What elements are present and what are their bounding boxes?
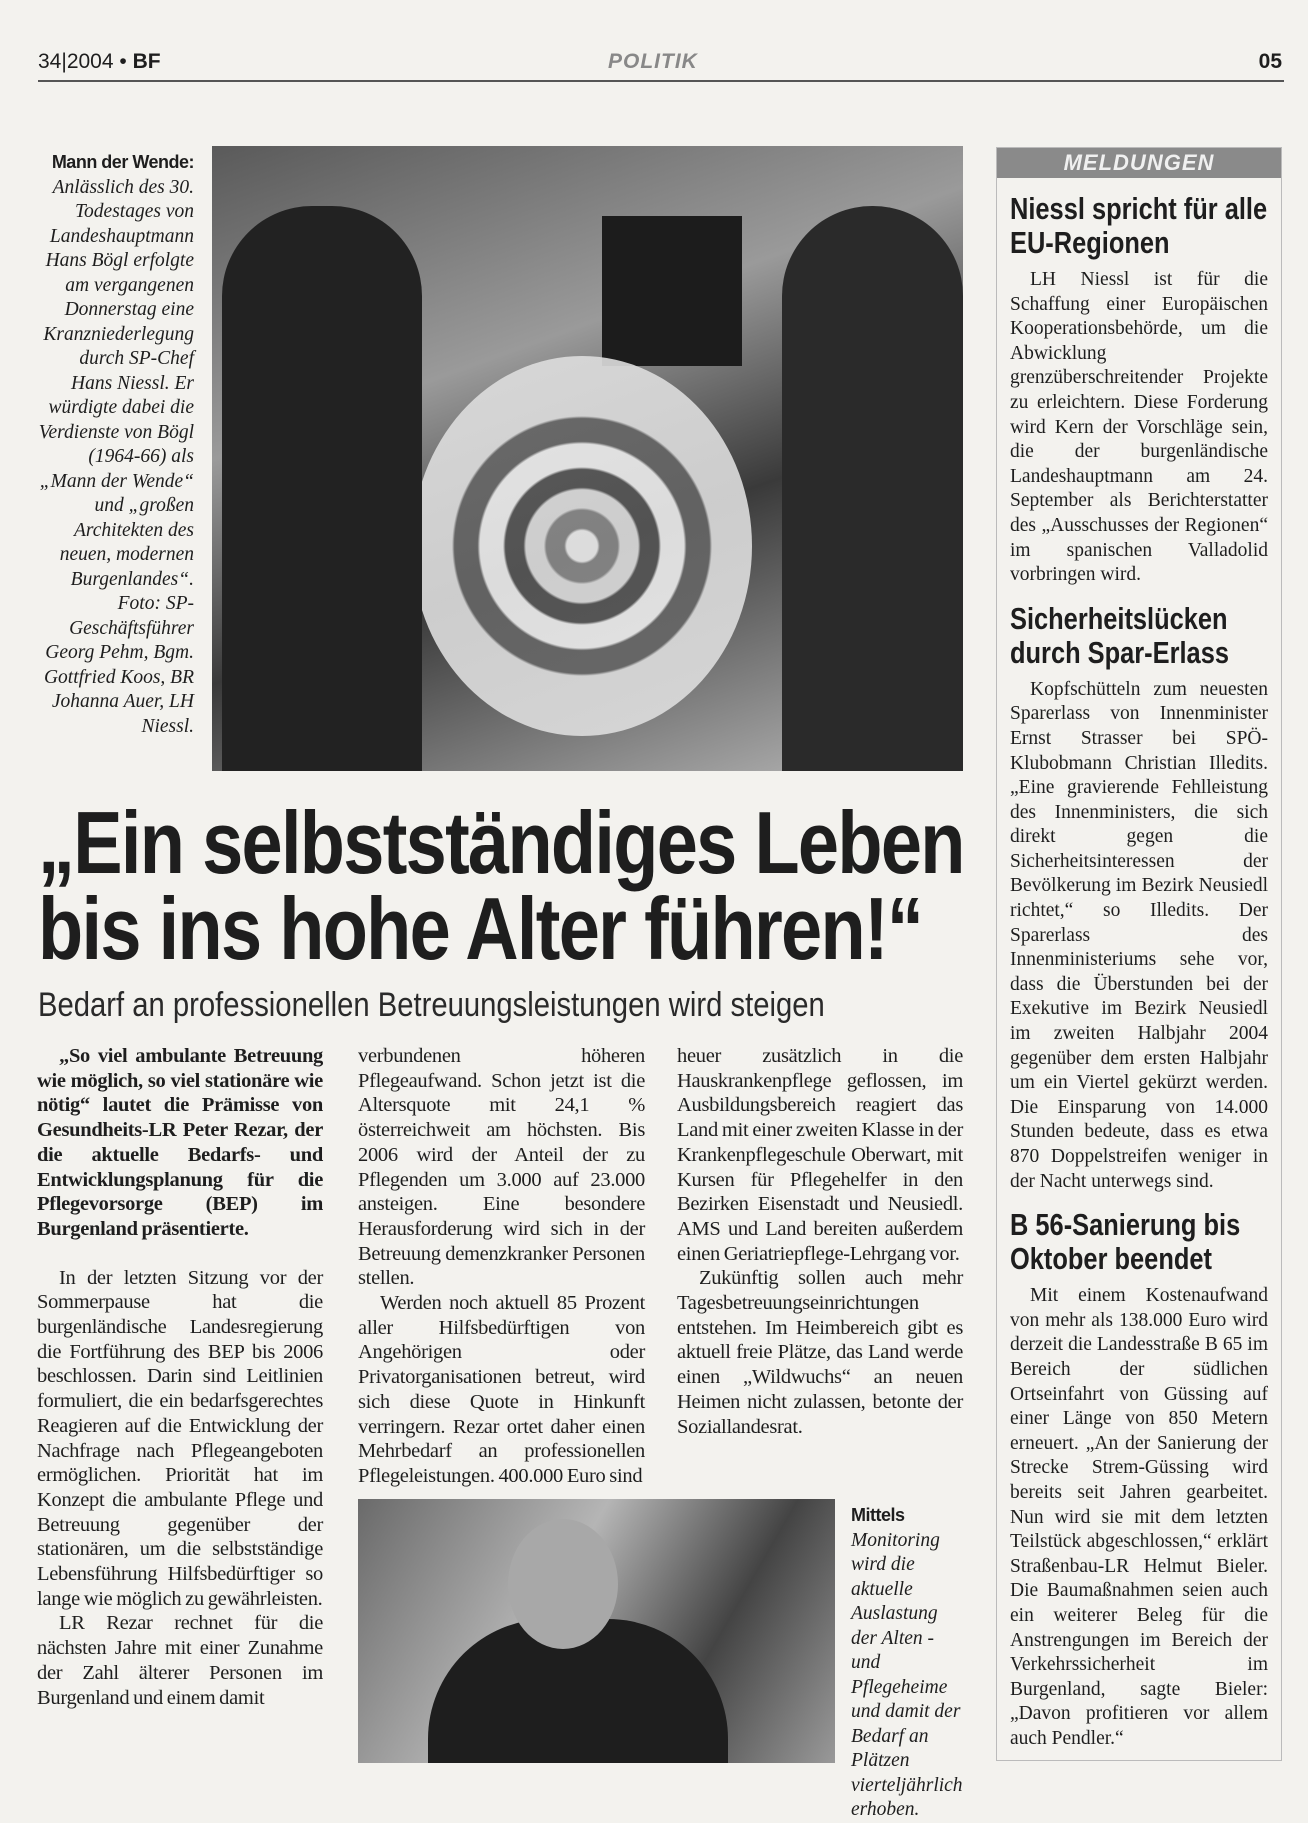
section-title: POLITIK <box>608 50 698 73</box>
news-title: B 56-Sanierung bis Oktober beendet <box>1010 1207 1241 1277</box>
article-column-2 <box>358 1044 645 1489</box>
subheadline: Bedarf an professionellen Betreuungsleistungen wird steigen <box>38 986 825 1024</box>
headline-line: bis ins hohe Alter führen!“ <box>38 879 923 978</box>
news-title: Niessl spricht für alle EU-Regionen <box>1010 191 1268 260</box>
news-item <box>997 192 1281 588</box>
news-text: Kopfschütteln zum neuesten Sparerlass von Innenminister Ernst Strasser bei SPÖ-Klubobmann Christian Illedits. „Eine gravierende Fehlleistung des Innenministers, die sich direkt gegen die Sicherheitsinteressen der Bevölkerung im Bezirk Neusiedl richtet,“ so Illedits. Der Sparerlass des Innenministeriums sehe vor, dass die Überstunden bei der Exekutive im Bezirk Neusiedl im zweiten Halbjahr 2004 gegenüber dem ersten Halbjahr um ein Viertel gekürzt werden. Die Einsparung von 14.000 Stunden bedeute, dass es etwa 870 Doppelstreifen weniger in der Nacht unterwegs sind. <box>1010 678 1268 1192</box>
caption-lead: Mittels <box>851 1505 905 1525</box>
wreath-photo <box>212 146 963 771</box>
person <box>222 206 422 771</box>
paragraph: Werden noch aktuell 85 Prozent aller Hilfsbedürftigen von Angehörigen oder Privatorganisationen betreut, wird sich diese Quote in Hinkunft verringern. Rezar ortet daher einen Mehrbedarf an professionellen Pflegeleistungen. 400.000 Euro sind <box>358 1292 645 1487</box>
article-column-3 <box>677 1044 963 1439</box>
issue-info <box>38 50 161 74</box>
news-text: LH Niessl ist für die Schaffung einer Europäischen Kooperationsbehörde, um die Abwicklung grenzüberschreitender Projekte zu erleichtern. Diese Forderung wird Kern der Vorschläge sein, die der burgenländische Landeshauptmann am 24. September als Berichterstatter des „Ausschusses der Regionen“ im spanischen Valladolid vorbringen wird. <box>1010 269 1268 586</box>
paragraph: verbundenen höheren Pflegeaufwand. Schon jetzt ist die Altersquote mit 24,1 % österreichweit am höchsten. Bis 2006 wird der Anteil der zu Pflegenden um 3.000 auf 23.000 ansteigen. Eine besondere Herausforderung wird sich in der Betreuung demenzkranker Personen stellen. <box>358 1045 645 1290</box>
news-item <box>997 602 1281 1194</box>
headline <box>38 793 964 978</box>
caption-text: Anlässlich des 30. Todestages von Landeshauptmann Hans Bögl erfolgte am vergangenen Donnerstag eine Kranzniederlegung durch SP-Chef Hans Niessl. Er würdigte dabei die Verdienste von Bögl (1964-66) als „Mann der Wende“ und „großen Architekten des neuen, modernen Burgenlandes“. Foto: SP-Geschäftsführer Georg Pehm, Bgm. Gottfried Koos, BR Johanna Auer, LH Niessl. <box>38 176 194 737</box>
paragraph: Zukünftig sollen auch mehr Tagesbetreuungseinrichtungen entstehen. Im Heimbereich gibt es aktuell freie Plätze, das Land werde einen „Wildwuchs“ an neuen Heimen nicht zulassen, betonte der Soziallandesrat. <box>677 1267 963 1438</box>
caption-text: Monitoring wird die aktuelle Auslastung der Alten - und Pflegeheime und damit der Bedarf an Plätzen vierteljährlich erhoben. <box>851 1529 963 1820</box>
photo2-caption <box>851 1503 966 1823</box>
paragraph: LR Rezar rechnet für die nächsten Jahre mit einer Zunahme der Zahl älterer Personen im Burgenland und einem damit <box>37 1612 323 1709</box>
photo1-caption <box>38 150 194 739</box>
page-number: 05 <box>1258 50 1282 73</box>
headline-line: „Ein selbstständiges Leben <box>38 793 964 892</box>
person <box>782 206 963 771</box>
rezar-photo <box>358 1499 835 1763</box>
paragraph: heuer zusätzlich in die Hauskrankenpflege geflossen, im Ausbildungsbereich reagiert das Land mit einer zweiten Klasse in der Krankenpflegeschule Oberwart, mit Kursen für Pflegehelfer in den Bezirken Eisenstadt und Neusiedl. AMS und Land bereiten außerdem einen Geriatriepflege-Lehrgang vor. <box>677 1045 963 1265</box>
person-head <box>508 1519 618 1649</box>
header-rule <box>38 80 1284 82</box>
issue-number: 34|2004 <box>38 50 114 73</box>
memorial-plaque <box>602 216 742 366</box>
article-column-1 <box>37 1044 323 1710</box>
separator: • <box>119 50 127 73</box>
news-sidebar <box>996 147 1282 1761</box>
news-title: Sicherheitslücken durch Spar-Erlass <box>1010 600 1229 670</box>
news-item <box>997 1208 1281 1751</box>
paragraph: In der letzten Sitzung vor der Sommerpause hat die burgenländische Landesregierung die Fortführung des BEP bis 2006 beschlossen. Darin sind Leitlinien formuliert, die ein bedarfsgerechtes Reagieren auf die Entwicklung der Nachfrage nach Pflegeangeboten ermöglichen. Priorität hat im Konzept die ambulante Pflege und Betreuung gegenüber der stationären, um die selbstständige Lebensführung Hilfsbedürftiger so lange wie möglich zu gewährleisten. <box>37 1266 323 1610</box>
sidebar-tag: MELDUNGEN <box>997 148 1281 178</box>
news-text: Mit einem Kostenaufwand von mehr als 138.000 Euro wird derzeit die Landesstraße B 65 im Bereich der südlichen Ortseinfahrt von Güssing auf einer Länge von 850 Metern erneuert. „An der Sanierung der Strecke Strem-Güssing wird bereits seit Jahren gearbeitet. Nun wird sie mit dem letzten Teilstück abgeschlossen,“ erklärt Straßenbau-LR Helmut Bieler. Die Baumaßnahmen seien auch ein weiterer Beleg für die Anstrengungen im Bereich der Verkehrssicherheit im Burgenland, sagte Bieler: „Davon profitieren vor allem auch Pendler.“ <box>1010 1285 1268 1749</box>
publication-name: BF <box>132 50 161 73</box>
lead-paragraph: „So viel ambulante Betreuung wie möglich, so viel stationäre wie nötig“ lautet die Prämisse von Gesundheits-LR Peter Rezar, der die aktuelle Bedarfs- und Entwicklungsplanung für die Pflegevorsorge (BEP) im Burgenland präsentierte. <box>37 1045 323 1240</box>
caption-lead: Mann der Wende: <box>51 152 194 172</box>
wreath <box>412 356 752 736</box>
